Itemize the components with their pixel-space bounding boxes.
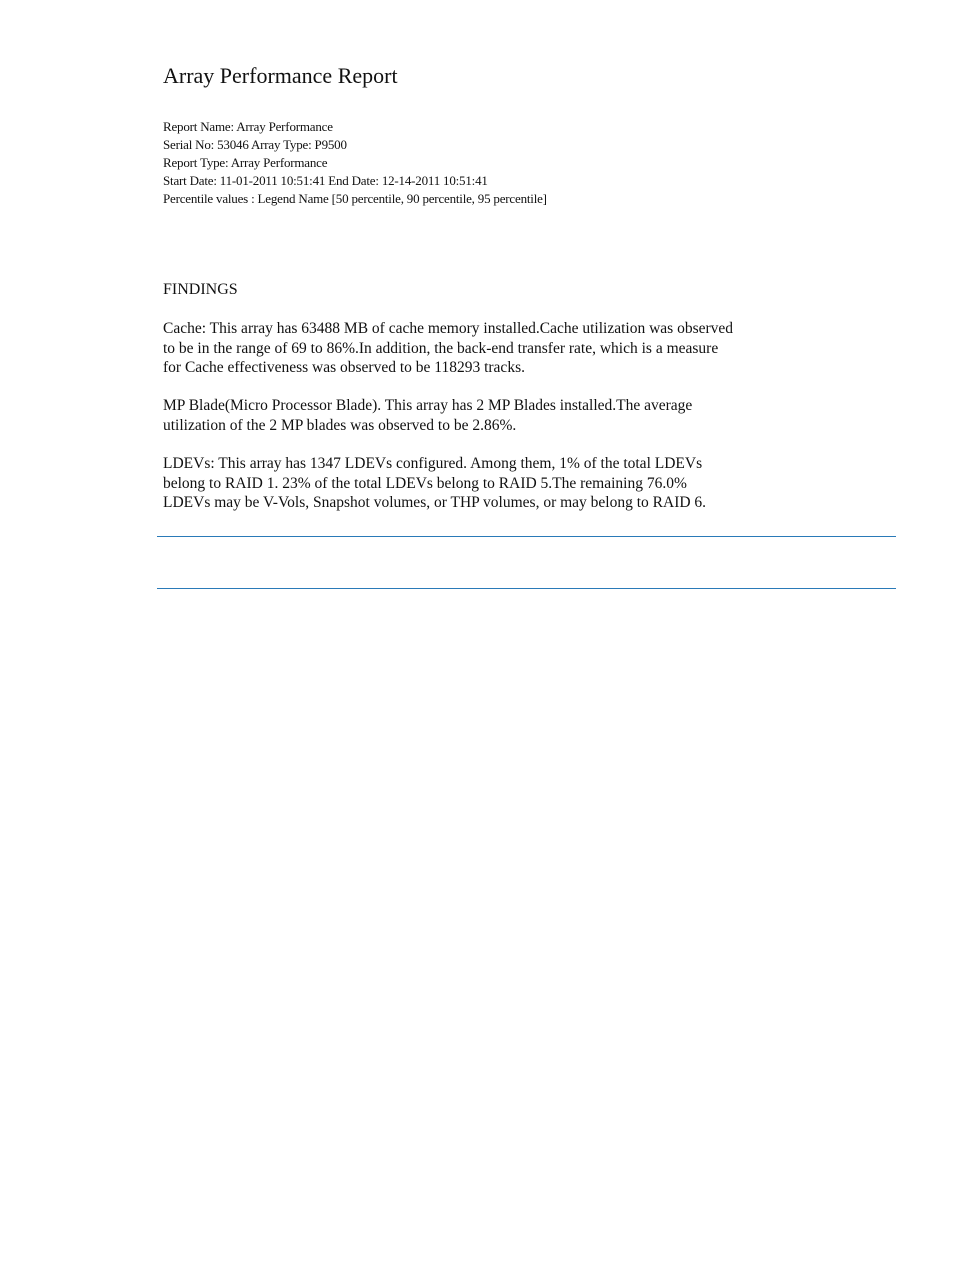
finding-mp-blade	[163, 396, 803, 435]
finding-line: LDEVs: This array has 1347 LDEVs configured. Among them, 1% of the total LDEVs	[163, 455, 703, 472]
finding-line: utilization of the 2 MP blades was observed to be 2.86%.	[163, 416, 517, 434]
finding-line: Cache: This array has 63488 MB of cache memory installed.Cache utilization was observed	[163, 320, 734, 337]
meta-report-type: Report Type: Array Performance	[163, 155, 328, 170]
findings-heading: FINDINGS	[163, 281, 238, 298]
divider-bottom	[157, 588, 896, 589]
finding-line: for Cache effectiveness was observed to be 118293 tracks.	[163, 359, 525, 376]
finding-cache	[163, 319, 803, 378]
finding-line: to be in the range of 69 to 86%.In addition, the back-end transfer rate, which is a measure	[163, 339, 719, 357]
finding-line: belong to RAID 1. 23% of the total LDEVs belong to RAID 5.The remaining 76.0%	[163, 474, 687, 492]
finding-ldevs	[163, 454, 803, 513]
report-metadata	[163, 118, 547, 208]
meta-serial-array-type: Serial No: 53046 Array Type: P9500	[163, 137, 347, 152]
finding-line: MP Blade(Micro Processor Blade). This array has 2 MP Blades installed.The average	[163, 397, 693, 414]
divider-top	[157, 536, 896, 537]
meta-report-name: Report Name: Array Performance	[163, 119, 333, 134]
meta-date-range: Start Date: 11-01-2011 10:51:41 End Date: 12-14-2011 10:51:41	[163, 173, 488, 188]
report-title: Array Performance Report	[163, 63, 398, 88]
meta-percentile-values: Percentile values : Legend Name [50 percentile, 90 percentile, 95 percentile]	[163, 191, 547, 206]
finding-line: LDEVs may be V-Vols, Snapshot volumes, or THP volumes, or may belong to RAID 6.	[163, 494, 707, 511]
